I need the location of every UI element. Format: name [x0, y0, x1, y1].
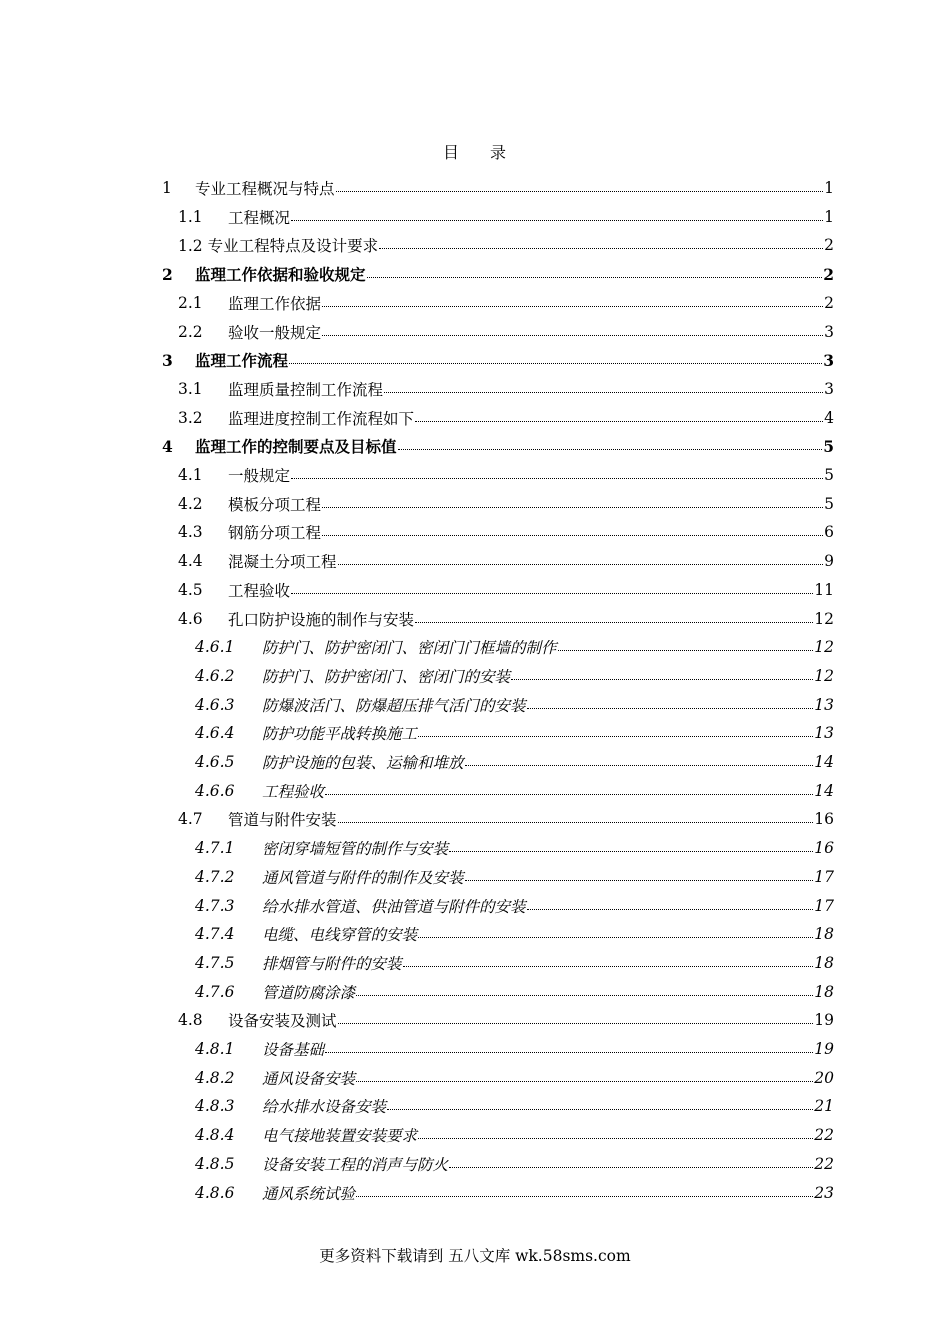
toc-entry-page: 2 [824, 236, 834, 255]
toc-entry[interactable] [178, 376, 834, 402]
toc-entry-label: 监理工作的控制要点及目标值 [195, 437, 397, 457]
toc-entry-label: 防护功能平战转换施工 [262, 725, 418, 744]
toc-entry[interactable] [195, 749, 834, 775]
toc-entry-page: 13 [814, 695, 834, 714]
toc-entry-page: 18 [814, 925, 834, 944]
toc-leader-dots [322, 295, 823, 311]
toc-entry-page: 23 [814, 1183, 834, 1202]
toc-leader-dots [356, 1185, 813, 1201]
toc-entry-number: 4.7.4 [195, 925, 235, 944]
toc-entry-label: 监理工作依据 [228, 294, 322, 313]
toc-entry-page: 14 [814, 781, 834, 800]
toc-leader-dots [289, 352, 822, 368]
toc-entry[interactable] [195, 1122, 834, 1148]
toc-entry-label: 工程验收 [262, 782, 325, 801]
toc-entry-page: 11 [814, 580, 834, 599]
toc-entry-page: 13 [814, 724, 834, 743]
toc-leader-dots [527, 898, 814, 914]
toc-entry-number: 4.6.3 [195, 695, 235, 714]
toc-entry[interactable] [195, 950, 834, 976]
toc-entry-label: 防爆波活门、防爆超压排气活门的安装 [262, 696, 526, 715]
toc-entry-label: 防护门、防护密闭门、密闭门门框墙的制作 [262, 639, 557, 658]
toc-leader-dots [338, 811, 814, 827]
toc-entry-page: 5 [823, 436, 834, 456]
toc-entry-number: 4.8 [178, 1011, 203, 1030]
toc-leader-dots [322, 496, 823, 512]
toc-entry-number: 4.6.6 [195, 781, 235, 800]
toc-entry[interactable] [195, 720, 834, 746]
toc-entry-number: 4.8.1 [195, 1040, 235, 1058]
toc-entry[interactable] [195, 1151, 834, 1177]
toc-entry[interactable] [195, 893, 834, 919]
toc-entry[interactable] [195, 692, 834, 718]
toc-entry-label: 工程验收 [228, 581, 291, 600]
toc-entry[interactable] [195, 921, 834, 947]
toc-entry[interactable] [178, 232, 834, 258]
toc-entry-page: 2 [824, 293, 834, 312]
toc-entry-number: 4.8.2 [195, 1068, 235, 1087]
toc-entry[interactable] [178, 519, 834, 545]
toc-entry-number: 4.7 [178, 810, 203, 829]
toc-entry-number: 4.7.5 [195, 953, 235, 972]
toc-entry-page: 22 [814, 1154, 834, 1173]
toc-leader-dots [291, 209, 823, 225]
toc-entry-page: 1 [824, 207, 834, 226]
toc-leader-dots [511, 668, 813, 684]
toc-entry-page: 18 [814, 982, 834, 1001]
toc-entry-page: 3 [824, 322, 834, 341]
toc-leader-dots [558, 639, 814, 655]
toc-entry[interactable] [178, 548, 834, 574]
toc-entry-label: 监理质量控制工作流程 [228, 380, 384, 399]
toc-entry-number: 4.7.1 [195, 839, 235, 858]
toc-entry-page: 16 [814, 839, 834, 858]
toc-entry-label: 电气接地装置安装要求 [262, 1127, 418, 1146]
toc-leader-dots [379, 237, 823, 253]
toc-leader-dots [449, 1156, 813, 1172]
toc-entry-label: 验收一般规定 [228, 323, 322, 342]
toc-entry-label: 给水排水设备安装 [262, 1098, 387, 1117]
toc-entry-page: 9 [824, 552, 834, 571]
toc-entry[interactable] [162, 175, 834, 201]
toc-entry-number: 4 [162, 436, 173, 456]
toc-entry-number: 4.5 [178, 580, 203, 599]
toc-leader-dots [356, 984, 813, 1000]
toc-entry-number: 4.7.6 [195, 982, 235, 1001]
toc-entry-label: 管道防腐涂漆 [262, 983, 356, 1002]
toc-entry-page: 3 [824, 379, 834, 398]
toc-entry-number: 1 [162, 179, 172, 197]
toc-entry-page: 4 [824, 408, 834, 427]
toc-leader-dots [527, 697, 814, 713]
toc-entry-number: 4.8.4 [195, 1126, 235, 1145]
toc-entry-label: 1.2 专业工程特点及设计要求 [178, 237, 379, 256]
toc-entry[interactable] [195, 835, 834, 861]
toc-entry-label: 设备安装及测试 [228, 1012, 337, 1031]
toc-leader-dots [325, 783, 813, 799]
toc-entry-label: 管道与附件安装 [228, 811, 337, 830]
toc-entry-number: 4.8.5 [195, 1154, 235, 1173]
toc-entry-page: 19 [814, 1040, 834, 1058]
footer-text: 更多资料下载请到 五八文库 wk.58sms.com [319, 1247, 631, 1265]
toc-leader-dots [291, 582, 813, 598]
toc-entry-label: 防护设施的包装、运输和堆放 [262, 754, 464, 772]
toc-entry[interactable] [195, 979, 834, 1005]
toc-entry[interactable] [195, 634, 834, 660]
toc-entry-page: 6 [824, 523, 834, 542]
toc-leader-dots [415, 410, 823, 426]
toc-leader-dots [291, 467, 823, 483]
toc-entry-label: 防护门、防护密闭门、密闭门的安装 [262, 667, 511, 686]
toc-entry-label: 一般规定 [228, 467, 291, 485]
toc-entry[interactable] [178, 290, 834, 316]
toc-entry-number: 4.6.1 [195, 638, 235, 657]
toc-entry[interactable] [162, 261, 834, 287]
toc-leader-dots [415, 611, 813, 627]
toc-leader-dots [367, 266, 823, 282]
toc-entry-page: 17 [814, 896, 834, 915]
toc-entry[interactable] [178, 462, 834, 488]
toc-entry-label: 通风系统试验 [262, 1184, 356, 1203]
toc-entry-number: 4.4 [178, 552, 203, 571]
toc-entry[interactable] [178, 806, 834, 832]
toc-entry[interactable] [162, 433, 834, 459]
toc-entry-page: 12 [814, 638, 834, 657]
toc-entry-number: 4.6.5 [195, 753, 235, 771]
toc-leader-dots [384, 381, 823, 397]
toc-title-right: 录 [490, 143, 508, 162]
toc-entry-number: 2.1 [178, 293, 203, 312]
toc-entry[interactable] [195, 1065, 834, 1091]
toc-leader-dots [465, 869, 814, 885]
toc-entry-label: 孔口防护设施的制作与安装 [228, 610, 415, 629]
toc-entry-number: 2 [162, 264, 173, 284]
toc-leader-dots [449, 840, 813, 856]
toc-entry-page: 16 [814, 810, 834, 829]
toc-entry-number: 4.6.4 [195, 724, 235, 743]
toc-entry-number: 4.3 [178, 523, 203, 542]
toc-entry[interactable] [195, 1180, 834, 1206]
toc-entry-label: 监理进度控制工作流程如下 [228, 409, 415, 428]
toc-entry-label: 设备基础 [262, 1041, 325, 1059]
toc-entry-number: 4.7.2 [195, 867, 235, 886]
toc-entry[interactable] [162, 347, 834, 373]
toc-entry[interactable] [178, 204, 834, 230]
toc-entry[interactable] [195, 663, 834, 689]
toc-leader-dots [398, 438, 823, 454]
toc-entry[interactable] [178, 319, 834, 345]
toc-entry[interactable] [178, 1007, 834, 1033]
toc-entry-page: 14 [814, 753, 834, 771]
toc-entry-label: 监理工作依据和验收规定 [195, 265, 366, 285]
toc-entry[interactable] [195, 1093, 834, 1119]
toc-entry-label: 通风设备安装 [262, 1069, 356, 1088]
toc-entry-label: 设备安装工程的消声与防火 [262, 1155, 449, 1174]
toc-leader-dots [387, 1098, 813, 1114]
toc-entry-page: 18 [814, 953, 834, 972]
toc-leader-dots [418, 725, 813, 741]
toc-entry-page: 12 [814, 609, 834, 628]
toc-leader-dots [322, 524, 823, 540]
toc-entry-label: 电缆、电线穿管的安装 [262, 926, 418, 945]
toc-leader-dots [465, 754, 814, 770]
toc-entry-label: 密闭穿墙短管的制作与安装 [262, 840, 449, 859]
toc-leader-dots [325, 1041, 813, 1057]
toc-entry-label: 钢筋分项工程 [228, 524, 322, 543]
toc-entry-label: 给水排水管道、供油管道与附件的安装 [262, 897, 526, 916]
toc-leader-dots [356, 1070, 813, 1086]
toc-entry-number: 3.1 [178, 379, 203, 398]
toc-entry-page: 5 [824, 494, 834, 513]
toc-entry-number: 4.6.2 [195, 666, 235, 685]
toc-entry-number: 1.1 [178, 207, 203, 226]
toc-entry-number: 3 [162, 350, 173, 370]
toc-entry-number: 4.8.6 [195, 1183, 235, 1202]
toc-leader-dots [336, 180, 824, 196]
toc-entry[interactable] [178, 491, 834, 517]
toc-entry-label: 专业工程概况与特点 [195, 180, 335, 198]
toc-entry[interactable] [195, 1036, 834, 1062]
toc-leader-dots [322, 324, 823, 340]
toc-entry-label: 排烟管与附件的安装 [262, 954, 402, 973]
toc-entry-number: 4.1 [178, 466, 203, 484]
toc-entry-page: 21 [814, 1097, 834, 1116]
toc-entry-number: 4.7.3 [195, 896, 235, 915]
toc-entry[interactable] [178, 577, 834, 603]
toc-entry-page: 5 [824, 466, 834, 484]
toc-leader-dots [338, 553, 824, 569]
toc-entry-page: 20 [814, 1068, 834, 1087]
toc-entry[interactable] [195, 778, 834, 804]
toc-title-left: 目 [442, 143, 460, 162]
toc-entry-page: 1 [824, 179, 834, 197]
toc-entry-label: 通风管道与附件的制作及安装 [262, 868, 464, 887]
toc-entry-number: 4.8.3 [195, 1097, 235, 1116]
toc-entry-page: 12 [814, 666, 834, 685]
toc-entry-page: 19 [814, 1011, 834, 1030]
toc-entry[interactable] [178, 405, 834, 431]
toc-entry-label: 模板分项工程 [228, 495, 322, 514]
toc-entry-page: 17 [814, 867, 834, 886]
toc-entry-page: 2 [823, 264, 834, 284]
toc-entry-number: 4.6 [178, 609, 203, 628]
toc-leader-dots [338, 1012, 814, 1028]
toc-entry-page: 3 [823, 350, 834, 370]
toc-entry-page: 22 [814, 1126, 834, 1145]
toc-leader-dots [418, 1127, 813, 1143]
toc-entry-label: 混凝土分项工程 [228, 553, 337, 572]
toc-entry-number: 4.2 [178, 494, 203, 513]
toc-title [0, 140, 950, 163]
toc-leader-dots [403, 955, 814, 971]
toc-entry[interactable] [178, 606, 834, 632]
toc-entry-number: 2.2 [178, 322, 203, 341]
toc-leader-dots [418, 926, 813, 942]
toc-entry[interactable] [195, 864, 834, 890]
toc-entry-label: 监理工作流程 [195, 351, 289, 371]
toc-entry-label: 工程概况 [228, 208, 291, 227]
toc-entry-number: 3.2 [178, 408, 203, 427]
